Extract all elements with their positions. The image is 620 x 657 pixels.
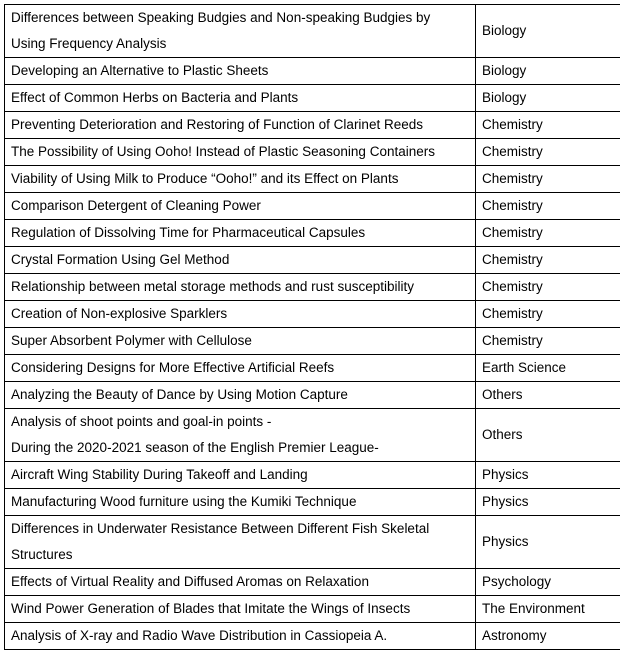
table-row xyxy=(5,301,620,328)
table-row xyxy=(5,409,620,462)
research-title-cell xyxy=(5,85,476,112)
research-field-cell: Earth Science xyxy=(476,355,620,382)
research-title-cell xyxy=(5,220,476,247)
research-title-cell xyxy=(5,58,476,85)
table-row xyxy=(5,274,620,301)
research-field-cell: Physics xyxy=(476,462,620,489)
research-title-line: Effect of Common Herbs on Bacteria and Plants xyxy=(11,90,299,105)
research-title-line: Analysis of shoot points and goal-in points - xyxy=(11,414,272,429)
research-title-line: Developing an Alternative to Plastic Sheets xyxy=(11,63,269,78)
research-title-cell xyxy=(5,193,476,220)
table-row xyxy=(5,382,620,409)
research-field-cell: Biology xyxy=(476,58,620,85)
research-field-cell: Chemistry xyxy=(476,274,620,301)
research-topics-table xyxy=(4,4,620,650)
research-title-cell xyxy=(5,516,476,569)
table-row xyxy=(5,328,620,355)
research-field-cell: Chemistry xyxy=(476,193,620,220)
table-row xyxy=(5,462,620,489)
research-title-cell xyxy=(5,247,476,274)
research-field-cell: Others xyxy=(476,382,620,409)
research-title-line: Regulation of Dissolving Time for Pharmaceutical Capsules xyxy=(11,225,366,240)
research-title-line: Analysis of X-ray and Radio Wave Distribution in Cassiopeia A. xyxy=(11,628,388,643)
research-title-line: Preventing Deterioration and Restoring of Function of Clarinet Reeds xyxy=(11,117,423,132)
research-title-cell xyxy=(5,489,476,516)
research-title-line: Analyzing the Beauty of Dance by Using Motion Capture xyxy=(11,387,348,402)
table-row xyxy=(5,58,620,85)
table-row xyxy=(5,569,620,596)
research-topics-body xyxy=(5,5,620,650)
research-field-cell: Chemistry xyxy=(476,328,620,355)
research-title-cell xyxy=(5,139,476,166)
research-field-cell: Physics xyxy=(476,516,620,569)
research-field-cell: Psychology xyxy=(476,569,620,596)
table-row xyxy=(5,85,620,112)
research-title-line: Viability of Using Milk to Produce “Ooho!” and its Effect on Plants xyxy=(11,171,399,186)
research-title-cell xyxy=(5,596,476,623)
research-title-cell xyxy=(5,112,476,139)
table-row xyxy=(5,139,620,166)
table-row xyxy=(5,596,620,623)
research-field-cell: Chemistry xyxy=(476,247,620,274)
table-row xyxy=(5,166,620,193)
research-field-cell: Others xyxy=(476,409,620,462)
research-title-cell xyxy=(5,274,476,301)
research-title-line: Relationship between metal storage methods and rust susceptibility xyxy=(11,279,414,294)
research-title-line: Creation of Non-explosive Sparklers xyxy=(11,306,228,321)
research-title-line: Effects of Virtual Reality and Diffused Aromas on Relaxation xyxy=(11,574,369,589)
research-title-cell xyxy=(5,5,476,58)
research-field-cell: Chemistry xyxy=(476,301,620,328)
research-title-line: Considering Designs for More Effective Artificial Reefs xyxy=(11,360,335,375)
research-title-line: Manufacturing Wood furniture using the Kumiki Technique xyxy=(11,494,357,509)
research-title-cell xyxy=(5,569,476,596)
research-title-cell xyxy=(5,382,476,409)
research-title-line: Differences in Underwater Resistance Between Different Fish Skeletal xyxy=(11,521,430,536)
table-row xyxy=(5,247,620,274)
table-row xyxy=(5,112,620,139)
research-title-cell xyxy=(5,355,476,382)
research-field-cell: Chemistry xyxy=(476,166,620,193)
research-title-line: Structures xyxy=(11,547,73,562)
research-field-cell: The Environment xyxy=(476,596,620,623)
research-title-line: Super Absorbent Polymer with Cellulose xyxy=(11,333,252,348)
research-title-line: The Possibility of Using Ooho! Instead of Plastic Seasoning Containers xyxy=(11,144,435,159)
research-title-line: Crystal Formation Using Gel Method xyxy=(11,252,230,267)
table-row xyxy=(5,623,620,650)
table-row xyxy=(5,355,620,382)
research-title-line: Comparison Detergent of Cleaning Power xyxy=(11,198,261,213)
research-field-cell: Chemistry xyxy=(476,112,620,139)
research-field-cell: Chemistry xyxy=(476,220,620,247)
research-field-cell: Biology xyxy=(476,5,620,58)
research-field-cell: Biology xyxy=(476,85,620,112)
research-title-line: Differences between Speaking Budgies and Non-speaking Budgies by xyxy=(11,10,431,25)
research-title-cell xyxy=(5,623,476,650)
research-title-cell xyxy=(5,166,476,193)
research-field-cell: Astronomy xyxy=(476,623,620,650)
table-row xyxy=(5,5,620,58)
research-title-line: Using Frequency Analysis xyxy=(11,36,167,51)
research-title-line: Wind Power Generation of Blades that Imitate the Wings of Insects xyxy=(11,601,411,616)
table-row xyxy=(5,193,620,220)
research-field-cell: Chemistry xyxy=(476,139,620,166)
table-row xyxy=(5,220,620,247)
research-title-cell xyxy=(5,301,476,328)
table-row xyxy=(5,516,620,569)
research-title-cell xyxy=(5,409,476,462)
research-title-cell xyxy=(5,462,476,489)
table-row xyxy=(5,489,620,516)
research-title-line: During the 2020-2021 season of the English Premier League- xyxy=(11,440,379,455)
research-title-cell xyxy=(5,328,476,355)
research-field-cell: Physics xyxy=(476,489,620,516)
research-title-line: Aircraft Wing Stability During Takeoff and Landing xyxy=(11,467,308,482)
